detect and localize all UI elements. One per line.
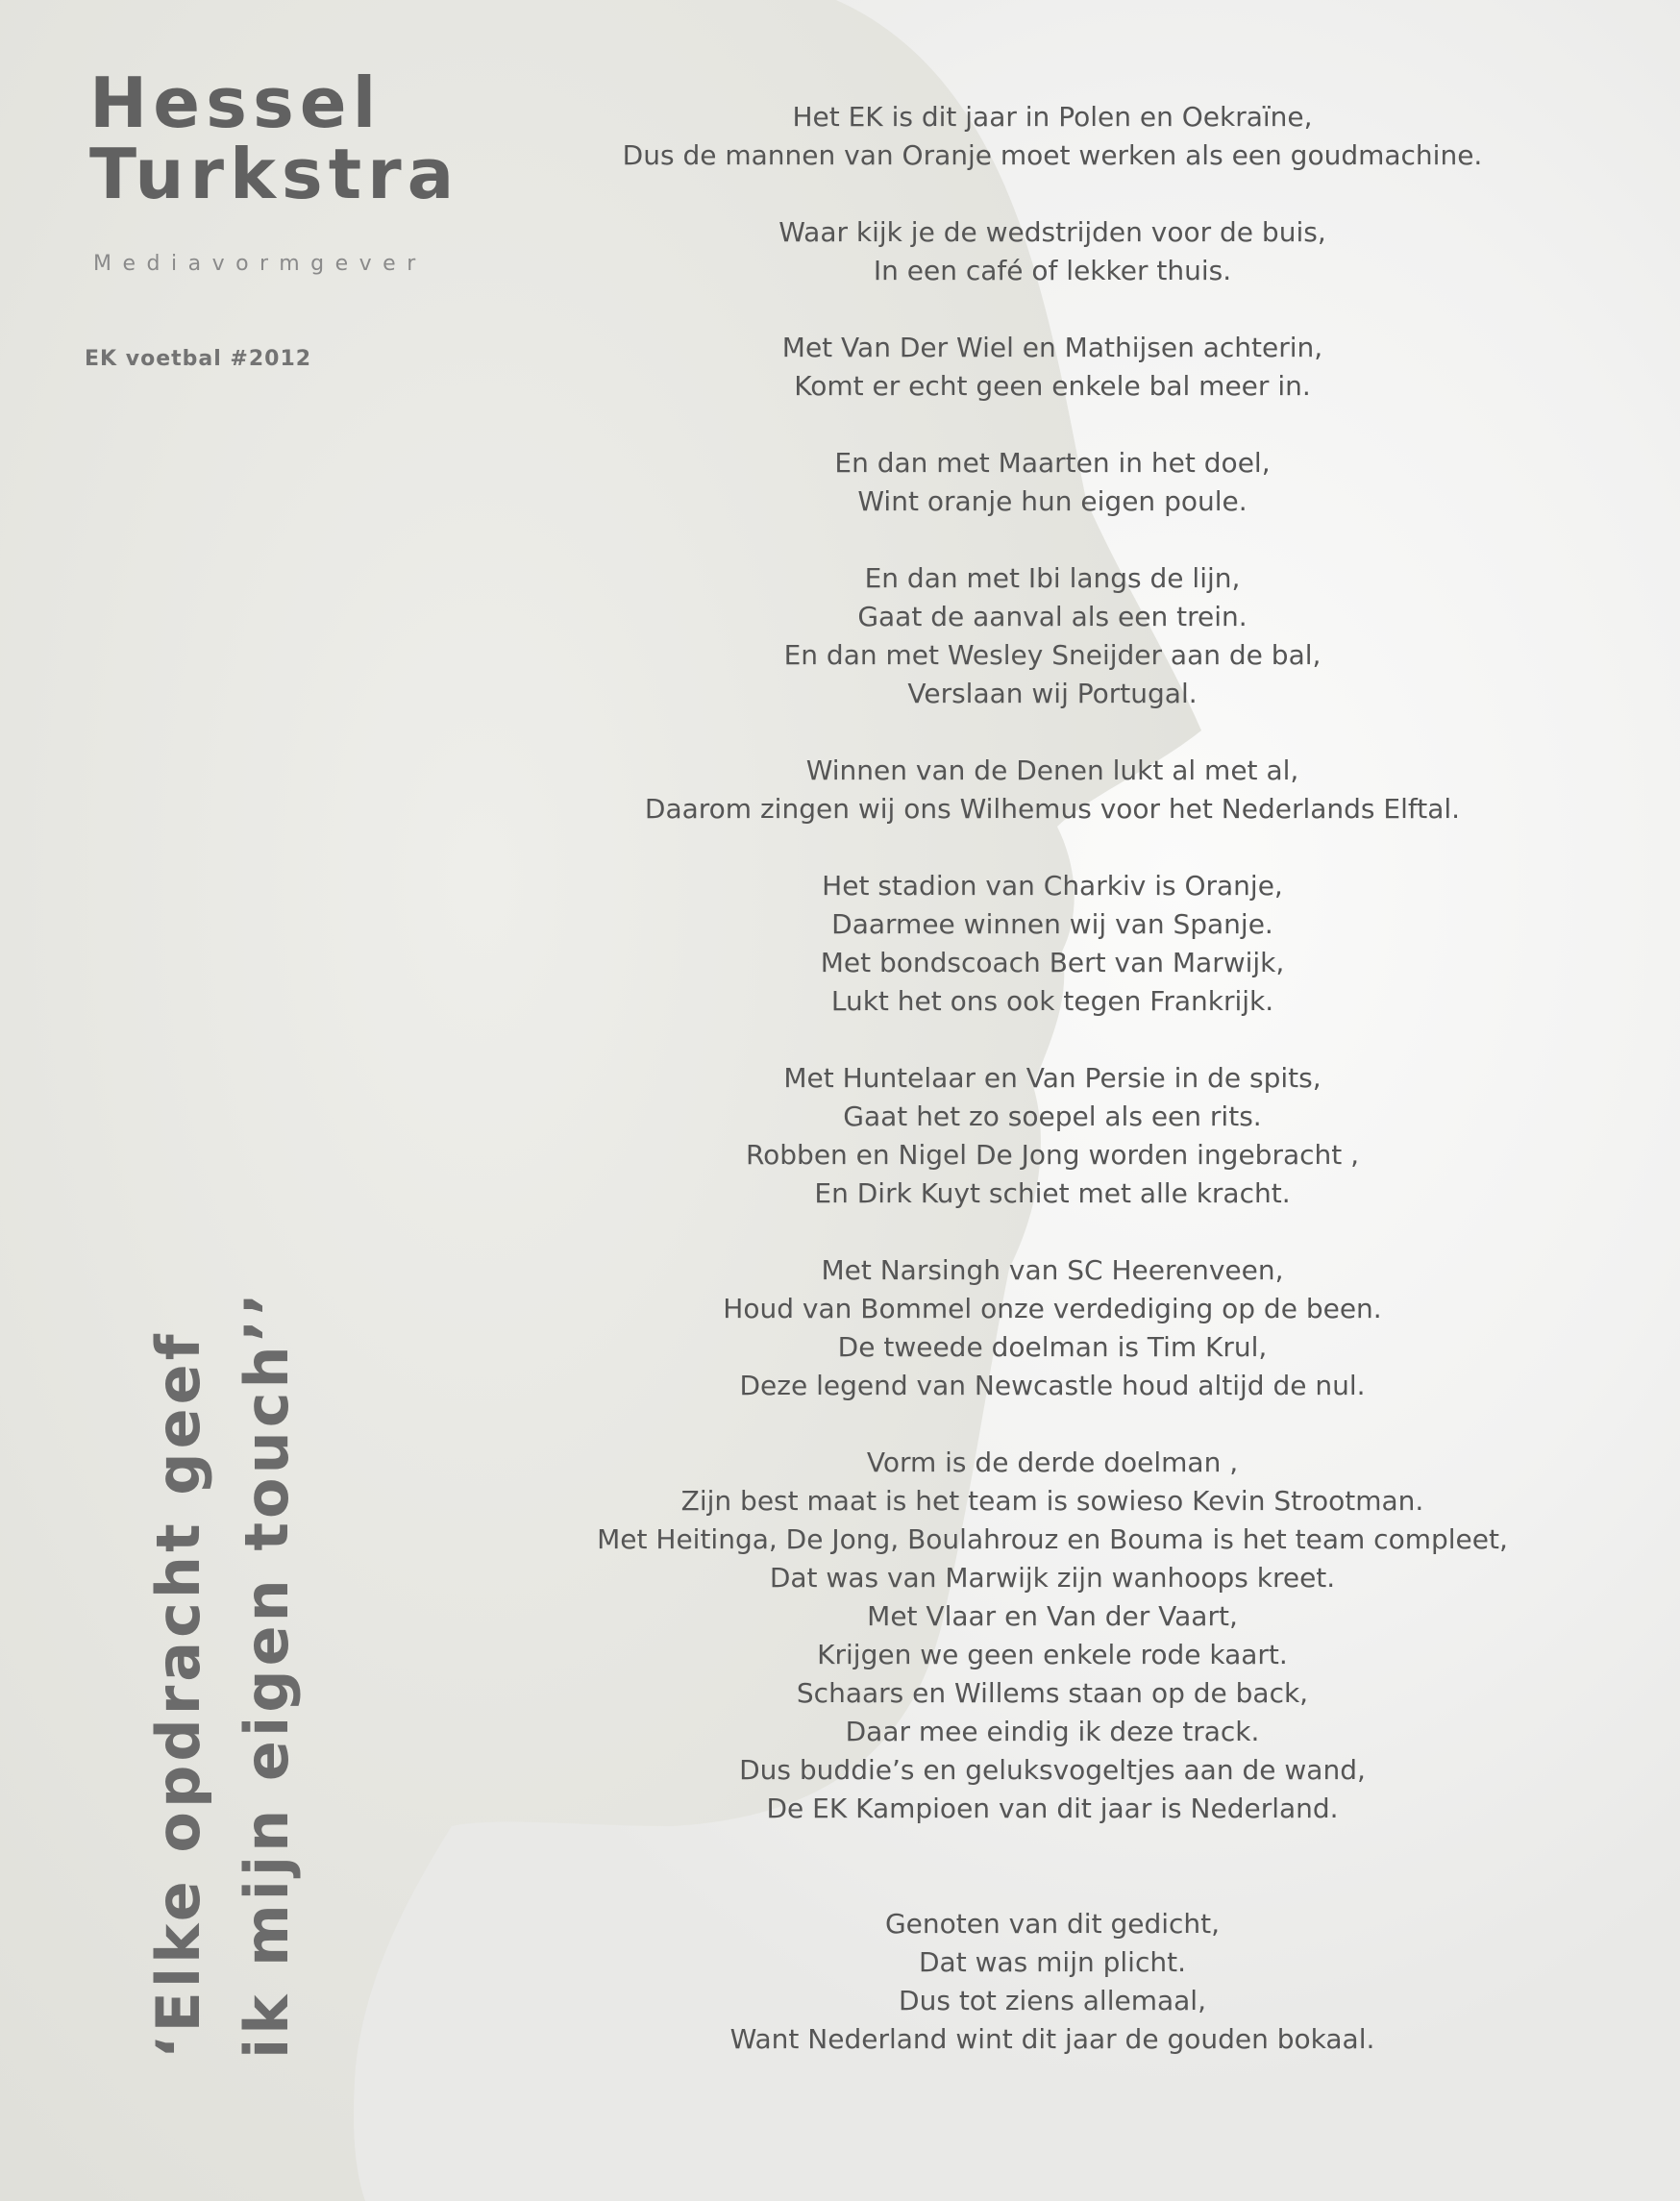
author-name	[89, 62, 460, 214]
poem-line: En dan met Ibi langs de lijn,	[864, 562, 1241, 594]
poem-stanza	[557, 752, 1547, 828]
poem-line: Daarom zingen wij ons Wilhemus voor het Nederlands Elftal.	[644, 793, 1461, 825]
poem-line: Het EK is dit jaar in Polen en Oekraïne,	[792, 101, 1313, 133]
poem-line: Verslaan wij Portugal.	[907, 678, 1198, 709]
poem-line: Daar mee eindig ik deze track.	[845, 1716, 1260, 1747]
quote-line-2: ik mijn eigen touch’’	[232, 1289, 302, 2059]
poem-line: Waar kijk je de wedstrijden voor de buis,	[778, 216, 1326, 248]
poem-line: Met Huntelaar en Van Persie in de spits,	[783, 1062, 1322, 1094]
section-label: EK voetbal #2012	[85, 347, 312, 371]
poem-stanza	[557, 1444, 1547, 1828]
author-first-name: Hessel	[89, 62, 383, 143]
poem-line: En dan met Maarten in het doel,	[834, 447, 1271, 479]
poem-line: De tweede doelman is Tim Krul,	[837, 1331, 1268, 1363]
poem-line: Schaars en Willems staan op de back,	[796, 1677, 1309, 1709]
poem-line: In een café of lekker thuis.	[873, 255, 1232, 286]
poem-stanza	[557, 329, 1547, 406]
poem-line: De EK Kampioen van dit jaar is Nederland.	[766, 1793, 1339, 1824]
poem-line: Gaat het zo soepel als een rits.	[843, 1100, 1262, 1132]
rotated-quote	[135, 1242, 311, 2059]
author-profession: Mediavormgever	[93, 252, 427, 276]
poem-line: Want Nederland wint dit jaar de gouden bokaal.	[729, 2023, 1375, 2055]
poem-line: Houd van Bommel onze verdediging op de been.	[723, 1293, 1382, 1324]
poem-line: En Dirk Kuyt schiet met alle kracht.	[814, 1177, 1291, 1209]
poem-line: Gaat de aanval als een trein.	[857, 601, 1248, 632]
quote-line-1: ‘Elke opdracht geef	[143, 1330, 213, 2059]
poem-line: Robben en Nigel De Jong worden ingebracht ,	[745, 1139, 1360, 1171]
poem-line: Met Van Der Wiel en Mathijsen achterin,	[781, 332, 1323, 363]
poem-line: Dus buddie’s en geluksvogeltjes aan de wand,	[739, 1754, 1366, 1786]
poem-line: Winnen van de Denen lukt al met al,	[805, 754, 1299, 786]
poem-line: Komt er echt geen enkele bal meer in.	[794, 370, 1311, 402]
poem-line: Lukt het ons ook tegen Frankrijk.	[830, 985, 1274, 1017]
poem-stanza	[557, 213, 1547, 290]
poem-line: Met Vlaar en Van der Vaart,	[867, 1600, 1238, 1632]
poem-line: Met Narsingh van SC Heerenveen,	[821, 1254, 1284, 1286]
author-last-name: Turkstra	[89, 134, 460, 214]
poem-stanza	[557, 1905, 1547, 2059]
poem-line: Wint oranje hun eigen poule.	[857, 485, 1248, 517]
poem-line: Met Heitinga, De Jong, Boulahrouz en Bouma is het team compleet,	[597, 1523, 1508, 1555]
poem-line: Zijn best maat is het team is sowieso Kevin Strootman.	[680, 1485, 1424, 1517]
poem-stanza	[557, 1059, 1547, 1213]
poem	[557, 98, 1547, 2097]
poem-line: Dat was van Marwijk zijn wanhoops kreet.	[769, 1562, 1336, 1594]
poem-line: Dus tot ziens allemaal,	[899, 1985, 1206, 2016]
poem-line: Genoten van dit gedicht,	[884, 1908, 1221, 1940]
poem-stanza	[557, 867, 1547, 1021]
poem-line: Met bondscoach Bert van Marwijk,	[820, 947, 1285, 978]
poem-stanza	[557, 98, 1547, 175]
poem-line: Daarmee winnen wij van Spanje.	[831, 908, 1273, 940]
poem-line: Dus de mannen van Oranje moet werken als een goudmachine.	[622, 139, 1483, 171]
poem-line: Deze legend van Newcastle houd altijd de nul.	[739, 1370, 1366, 1401]
poem-line: Dat was mijn plicht.	[919, 1946, 1186, 1978]
poem-line: Vorm is de derde doelman ,	[866, 1447, 1239, 1478]
poem-stanza	[557, 444, 1547, 521]
poem-line: En dan met Wesley Sneijder aan de bal,	[783, 639, 1322, 671]
poem-stanza	[557, 1251, 1547, 1405]
poem-stanza	[557, 559, 1547, 713]
poem-line: Krijgen we geen enkele rode kaart.	[817, 1639, 1288, 1670]
poem-line: Het stadion van Charkiv is Oranje,	[822, 870, 1283, 902]
